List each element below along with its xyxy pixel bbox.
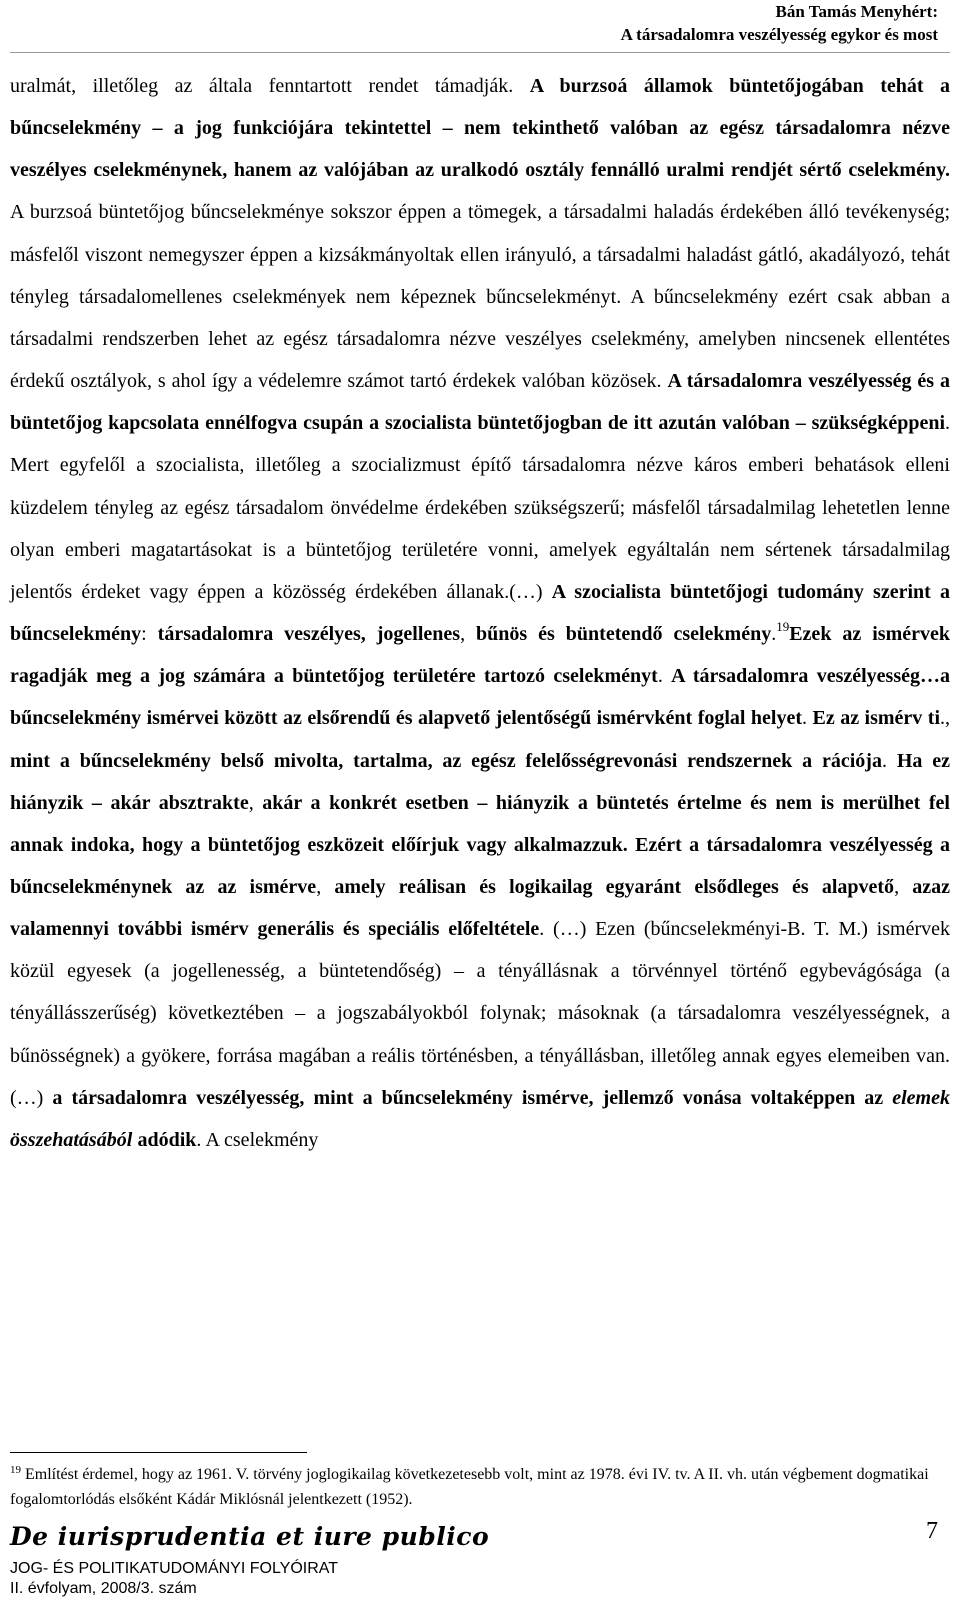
header-title: A társadalomra veszélyesség egykor és most — [620, 25, 938, 44]
text-run: Ezek az ismérvek ragadják meg a jog számára a büntetőjog területére tartozó cselekményt — [10, 623, 951, 688]
journal-subtitle: JOG- ÉS POLITIKATUDOMÁNYI FOLYÓIRAT — [10, 1560, 339, 1577]
header-divider — [10, 52, 950, 53]
text-run: A burzsoá büntetőjog bűncselekménye sokszor éppen a tömegek, a társadalmi haladás érdekében álló tevékenység; másfelől viszont nemegyszer éppen a kizsákmányoltak ellen irányuló, a társadalmi haladást gátló, akadályozó, tehát tényleg társadalomellenes cselekmények nem képeznek bűncselekményt. A bűncselekmény ezért csak abban a társadalmi rendszerben lehet az egész társadalomra nézve veszélyes cselekmény, amelyben nincsenek ellentétes érdekű osztályok, s ahol így a védelemre számot tartó érdekek valóban közösek. — [10, 201, 950, 393]
text-run: . — [802, 707, 813, 730]
text-run: társadalomra veszélyes, jogellenes — [157, 623, 461, 646]
footnote — [10, 1462, 950, 1512]
text-run: . (…) Ezen (bűncselekményi-B. T. M.) ismérvek közül egyesek (a jogellenesség, a büntetendőség) – a tényállásnak a törvénnyel történő egybevágósága (a tényállásszerűség) következtében – a jogszabályokból folynak; másoknak (a társadalomra veszélyességnek, a bűnösségnek) a gyökere, forrása magában a reális történésben, a tényállásban, illetőleg annak egyes elemeiben van. (…) — [10, 918, 950, 1109]
text-run: . — [771, 623, 777, 646]
text-run: akár a konkrét esetben – hiányzik a büntetés értelme és nem is merülhet fel annak indoka, hogy a büntetőjog eszközeit előírjuk vagy alkalmazzuk. Ezért a társadalomra veszélyesség a bűncselekménynek az az ismérve — [10, 791, 950, 898]
header-author: Bán Tamás Menyhért: — [775, 2, 938, 21]
text-run: . Mert egyfelől a szocialista, illetőleg a szocializmust építő társadalomra nézve káros emberi behatások elleni küzdelem tényleg az egész társadalom önvédelme érdekében szükségszerű; másfelől társadalmilag lehetetlen lenne olyan emberi magatartásokat is a büntetőjog területére vonni, amelyek egyáltalán nem sértenek társadalmilag jelentős érdeket vagy éppen a közösség érdekében állanak.(…) — [10, 412, 950, 603]
text-run: A társadalomra veszélyesség…a bűncselekmény ismérvei között az elsőrendű és alapvető jelentőségű ismérvként foglal helyet — [10, 665, 950, 730]
running-header — [238, 0, 938, 46]
text-run: A burzsoá államok büntetőjogában tehát a bűncselekmény – a jog funkciójára tekintettel – nem tekinthető valóban az egész társadalomra nézve veszélyes cselekménynek, hanem az valójában az uralkodó osztály fennálló uralmi rendjét sértő cselekmény. — [10, 75, 951, 182]
text-run: A szocialista büntetőjogi tudomány szerint a bűncselekmény — [10, 580, 951, 646]
text-run: elemek összehatásából — [10, 1086, 950, 1151]
footnote-divider — [10, 1452, 307, 1453]
text-run: a társadalomra veszélyesség, mint a bűncselekmény ismérve, jellemző vonása voltaképpen az — [52, 1086, 893, 1109]
text-run: . A cselekmény — [196, 1128, 319, 1151]
text-run: Ez az ismérv ti — [812, 707, 940, 730]
text-run: . — [657, 665, 672, 688]
text-run: A társadalomra veszélyesség és a büntetőjog kapcsolata ennélfogva csupán a szocialista büntetőjogban de itt azután valóban – szükségképpeni — [10, 370, 950, 435]
page-number: 7 — [926, 1518, 938, 1544]
text-run: mint a bűncselekmény belső mivolta, tartalma, az egész felelősségrevonási rendszernek a rációja — [10, 749, 882, 772]
journal-title: De iurisprudentia et iure publico — [10, 1522, 490, 1551]
journal-info — [10, 1559, 338, 1599]
footnote-text: Említést érdemel, hogy az 1961. V. törvény joglogikailag következetesebb volt, mint az 1978. évi IV. tv. A II. vh. után végbement dogmatikai fogalomtorlódás elsőként Kádár Miklósnál jelentkezett (1952). — [10, 1466, 929, 1508]
text-run: Ha ez hiányzik – akár absztrakte — [10, 749, 950, 814]
text-run: ., — [940, 707, 950, 730]
text-run: adódik — [132, 1128, 197, 1151]
text-run: , — [460, 623, 477, 646]
text-run: bűnös és büntetendő cselekmény — [476, 623, 772, 646]
text-run: . — [881, 749, 897, 772]
text-run: amely reálisan és logikailag egyaránt elsődleges és alapvető — [334, 875, 895, 898]
footnote-number: 19 — [10, 1464, 21, 1476]
text-run: : — [141, 623, 158, 646]
body-paragraph — [10, 65, 950, 1161]
text-run: uralmát, illetőleg az általa fenntartott rendet támadják. — [10, 75, 530, 97]
text-run: , — [248, 791, 263, 814]
text-run: , — [316, 875, 335, 898]
footnote-ref: 19 — [776, 619, 790, 635]
journal-issue: II. évfolyam, 2008/3. szám — [10, 1580, 197, 1597]
text-run: azaz valamennyi további ismérv generális és speciális előfeltétele — [10, 875, 951, 941]
text-run: , — [894, 875, 913, 898]
